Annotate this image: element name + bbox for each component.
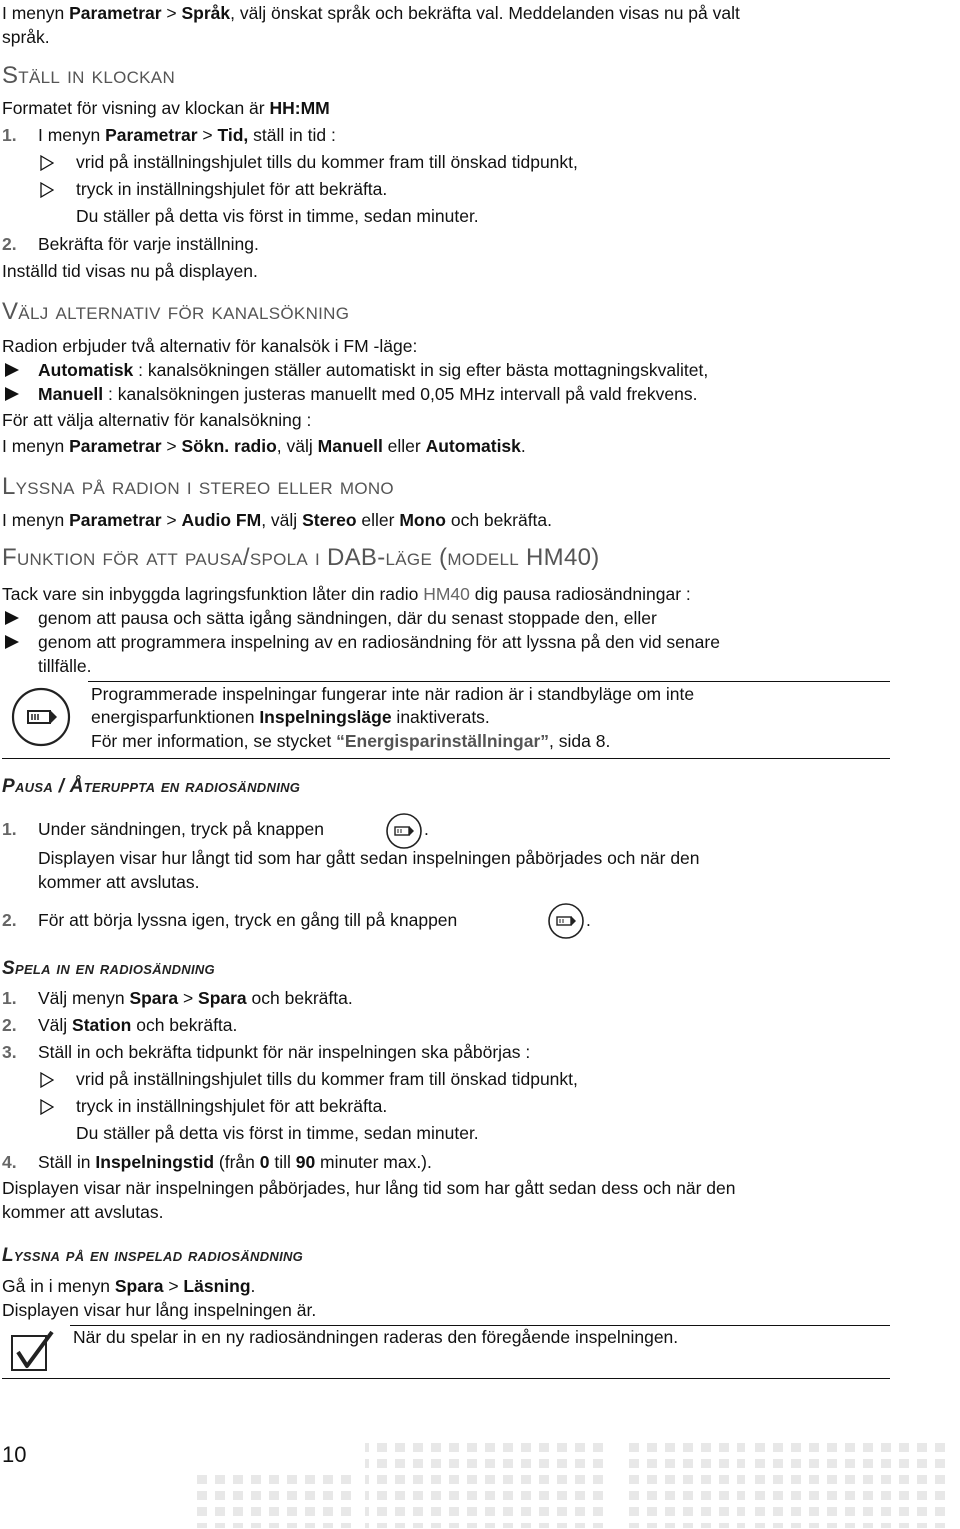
step: 1. [2, 988, 17, 1008]
step: 1. [2, 125, 17, 145]
section-heading: Funktion för att pausa/spola i DAB-läge (modell HM40) [2, 544, 600, 571]
section-heading: Lyssna på radion i stereo eller mono [2, 473, 394, 500]
step-text: Välj Station och bekräfta. [38, 1015, 238, 1035]
open-triangle-bullet-icon [40, 182, 54, 198]
subsection-heading: Pausa / Återuppta en radiosändning [2, 776, 301, 797]
bullet-text: genom att programmera inspelning av en radiosändning för att lyssna på den vid senare [38, 632, 720, 652]
bullet-text: vrid på inställningshjulet tills du kommer fram till önskad tidpunkt, [76, 1069, 578, 1089]
note-text: När du spelar in en ny radiosändningen raderas den föregående inspelningen. [73, 1327, 679, 1347]
paragraph: I menyn Parametrar > Sökn. radio, välj Manuell eller Automatisk. [2, 436, 526, 456]
step-text: I menyn Parametrar > Tid, ställ in tid : [38, 125, 336, 145]
step-text: kommer att avslutas. [38, 872, 200, 892]
record-button-icon [547, 902, 585, 947]
paragraph: För att välja alternativ för kanalsökning : [2, 410, 312, 430]
open-triangle-bullet-icon [40, 155, 54, 171]
step: 2. [2, 1015, 17, 1035]
solid-triangle-bullet-icon [4, 386, 20, 402]
bullet-text: vrid på inställningshjulet tills du kommer fram till önskad tidpunkt, [76, 152, 578, 172]
step: 2. [2, 234, 17, 254]
punct: . [586, 910, 591, 930]
bullet-note: Du ställer på detta vis först in timme, sedan minuter. [76, 1123, 479, 1143]
bullet-text: tryck in inställningshjulet för att bekräfta. [76, 1096, 388, 1116]
note-text: energisparfunktionen Inspelningsläge inaktiverats. [91, 707, 490, 727]
step-text: Ställ in och bekräfta tidpunkt för när inspelningen ska påbörjas : [38, 1042, 531, 1062]
step: 3. [2, 1042, 17, 1062]
step-text: För att börja lyssna igen, tryck en gång till på knappen [38, 910, 458, 930]
open-triangle-bullet-icon [40, 1072, 54, 1088]
bullet-note: Du ställer på detta vis först in timme, sedan minuter. [76, 206, 479, 226]
decorative-dot-grid [195, 1440, 955, 1528]
step-text: Bekräfta för varje inställning. [38, 234, 259, 254]
checkmark-icon [10, 1330, 56, 1381]
solid-triangle-bullet-icon [4, 610, 20, 626]
bullet-text: Automatisk : kanalsökningen ställer automatiskt in sig efter bästa mottagningskvalitet, [38, 360, 709, 380]
section-heading: Ställ in klockan [2, 62, 176, 89]
open-triangle-bullet-icon [40, 1099, 54, 1115]
paragraph: Gå in i menyn Spara > Läsning. [2, 1276, 256, 1296]
note-rule [2, 1378, 890, 1379]
solid-triangle-bullet-icon [4, 634, 20, 650]
intro-line: språk. [2, 27, 50, 47]
paragraph: Radion erbjuder två alternativ för kanalsök i FM -läge: [2, 336, 418, 356]
paragraph: Displayen visar hur lång inspelningen är. [2, 1300, 317, 1320]
bullet-text: tryck in inställningshjulet för att bekräfta. [76, 179, 388, 199]
paragraph: Tack vare sin inbyggda lagringsfunktion låter din radio HM40 dig pausa radiosändningar : [2, 584, 691, 604]
subsection-heading: Spela in en radiosändning [2, 958, 215, 979]
bullet-text: genom att pausa och sätta igång sändningen, där du senast stoppade den, eller [38, 608, 657, 628]
bullet-text: tillfälle. [38, 656, 92, 676]
page-number: 10 [2, 1442, 27, 1467]
step-text: Under sändningen, tryck på knappen [38, 819, 325, 839]
record-button-icon [10, 686, 72, 755]
note-text: För mer information, se stycket “Energisparinställningar”, sida 8. [91, 731, 611, 751]
paragraph: Inställd tid visas nu på displayen. [2, 261, 258, 281]
step-text: Ställ in Inspelningstid (från 0 till 90 minuter max.). [38, 1152, 432, 1172]
step: 2. [2, 910, 17, 930]
note-rule [88, 681, 890, 682]
note-text: Programmerade inspelningar fungerar inte när radion är i standbyläge om inte [91, 684, 695, 704]
punct: . [424, 819, 429, 839]
subsection-heading: Lyssna på en inspelad radiosändning [2, 1245, 304, 1266]
paragraph: I menyn Parametrar > Audio FM, välj Stereo eller Mono och bekräfta. [2, 510, 553, 530]
paragraph: kommer att avslutas. [2, 1202, 164, 1222]
intro-line: I menyn Parametrar > Språk, välj önskat språk och bekräfta val. Meddelanden visas nu på valt [2, 3, 740, 23]
solid-triangle-bullet-icon [4, 362, 20, 378]
step: 1. [2, 819, 17, 839]
paragraph: Displayen visar när inspelningen påbörjades, hur lång tid som har gått sedan dess och när den [2, 1178, 736, 1198]
step: 4. [2, 1152, 17, 1172]
step-text: Displayen visar hur långt tid som har gått sedan inspelningen påbörjades och när den [38, 848, 700, 868]
note-rule [2, 758, 890, 759]
step-text: Välj menyn Spara > Spara och bekräfta. [38, 988, 353, 1008]
paragraph: Formatet för visning av klockan är HH:MM [2, 98, 330, 118]
section-heading: Välj alternativ för kanalsökning [2, 298, 350, 325]
bullet-text: Manuell : kanalsökningen justeras manuellt med 0,05 MHz intervall på vald frekvens. [38, 384, 698, 404]
